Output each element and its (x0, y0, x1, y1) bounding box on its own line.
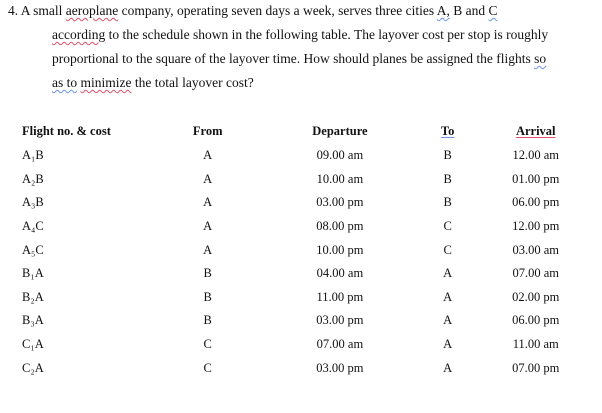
table-row (22, 238, 580, 262)
cell-to: C (443, 242, 452, 257)
grammar-flag-so[interactable]: so (534, 51, 547, 66)
cell-arrival: 11.00 am (512, 337, 559, 352)
cell-flight: A₃B (22, 195, 44, 210)
cell-to: A (443, 360, 453, 375)
cell-arrival: 01.00 pm (512, 171, 560, 186)
table-row (22, 215, 580, 239)
table-row (22, 191, 580, 215)
cell-departure: 10.00 am (316, 171, 364, 186)
cell-from: A (203, 171, 213, 186)
cell-to: B (443, 171, 452, 186)
cell-to: B (443, 195, 452, 210)
cell-from: A (203, 242, 213, 257)
problem-text: A small (20, 3, 66, 18)
cell-from: B (203, 266, 212, 281)
cell-flight: A₂B (22, 171, 44, 186)
spelling-flag-aeroplane[interactable]: aeroplane (65, 3, 119, 18)
cell-departure: 04.00 am (316, 266, 364, 281)
problem-text: to the schedule shown in the following table. The layover cost per stop is roughly (105, 27, 549, 42)
header-departure: Departure (312, 123, 368, 138)
cell-departure: 03.00 pm (316, 360, 364, 375)
cell-arrival: 07.00 am (512, 266, 559, 281)
problem-text: B and (449, 3, 489, 18)
cell-arrival: 12.00 am (512, 148, 559, 163)
cell-arrival: 06.00 pm (512, 313, 560, 328)
table-row (22, 333, 580, 357)
cell-arrival: 12.00 pm (512, 219, 560, 234)
header-from: From (192, 123, 223, 138)
cell-flight: A₁B (22, 148, 44, 163)
grammar-flag-according[interactable]: according (52, 27, 106, 42)
cell-flight: B₂A (22, 289, 44, 304)
cell-arrival: 02.00 pm (512, 289, 560, 304)
problem-line-4 (52, 75, 254, 91)
cell-departure: 03.00 pm (316, 313, 364, 328)
cell-departure: 03.00 pm (316, 195, 364, 210)
cell-flight: A₅C (22, 242, 44, 257)
grammar-flag-c[interactable]: C (488, 3, 498, 18)
problem-line-1 (8, 3, 498, 19)
header-arrival (491, 118, 580, 144)
header-to-label: To (440, 123, 455, 138)
cell-to: C (443, 219, 452, 234)
cell-arrival: 07.00 pm (512, 360, 560, 375)
header-arrival-label: Arrival (515, 123, 556, 138)
cell-departure: 10.00 pm (316, 242, 364, 257)
cell-to: A (443, 313, 453, 328)
table-row (22, 144, 580, 168)
cell-to: A (443, 266, 453, 281)
table-row (22, 309, 580, 333)
cell-from: B (203, 289, 212, 304)
flight-schedule-table (22, 118, 580, 380)
table-row (22, 262, 580, 286)
cell-flight: B₃A (22, 313, 44, 328)
cell-from: B (203, 313, 212, 328)
problem-number: 4. (8, 3, 19, 18)
cell-arrival: 03.00 am (512, 242, 559, 257)
table-header-row (22, 118, 580, 144)
cell-arrival: 06.00 pm (512, 195, 560, 210)
spelling-flag-minimize[interactable]: minimize (80, 75, 132, 90)
cell-flight: C₂A (22, 360, 44, 375)
cell-departure: 08.00 pm (316, 219, 364, 234)
problem-text: the total layover cost? (131, 75, 254, 90)
cell-departure: 09.00 am (316, 148, 364, 163)
problem-line-3 (52, 51, 546, 67)
problem-text: proportional to the square of the layover time. How should planes be assigned the flights (52, 51, 535, 66)
header-to (404, 118, 492, 144)
cell-from: C (203, 337, 212, 352)
cell-to: A (443, 337, 453, 352)
cell-flight: B₁A (22, 266, 44, 281)
cell-from: C (203, 360, 212, 375)
cell-from: A (203, 219, 213, 234)
cell-from: A (203, 195, 213, 210)
table-row (22, 356, 580, 380)
grammar-flag-as-to[interactable]: as to (52, 75, 78, 90)
cell-departure: 11.00 pm (316, 289, 364, 304)
cell-flight: A₄C (22, 219, 44, 234)
grammar-flag-a[interactable]: A, (436, 3, 450, 18)
cell-flight: C₁A (22, 337, 44, 352)
header-flight: Flight no. & cost (22, 123, 111, 138)
cell-to: B (443, 148, 452, 163)
table-row (22, 286, 580, 310)
cell-departure: 07.00 am (316, 337, 364, 352)
problem-text: company, operating seven days a week, serves three cities (118, 3, 437, 18)
problem-line-2 (52, 27, 548, 43)
cell-to: A (443, 289, 453, 304)
cell-from: A (203, 148, 213, 163)
table-row (22, 168, 580, 192)
